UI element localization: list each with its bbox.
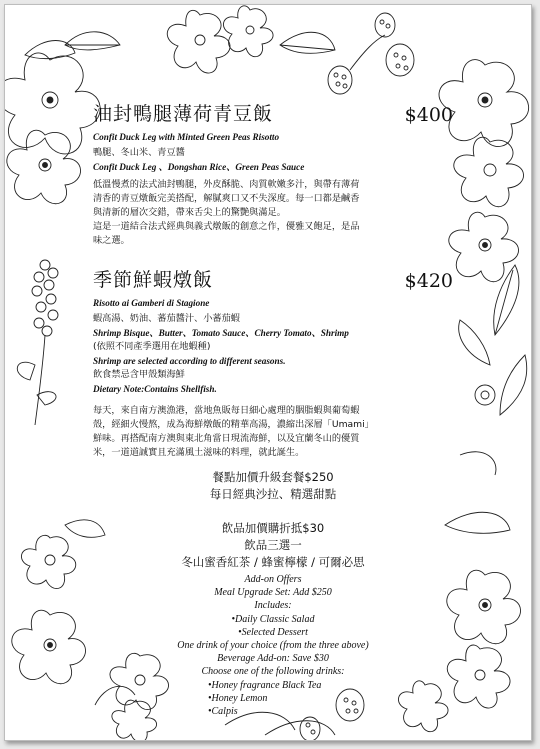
drink-addon xyxy=(93,520,453,571)
dish-2-title: 季節鮮蝦燉飯 xyxy=(93,269,214,291)
addon-dessert: •Selected Dessert xyxy=(238,626,308,638)
addon-beverage: Beverage Add-on: Save $30 xyxy=(217,653,329,665)
dish-1-ingredients-en: Confit Duck Leg 、Dongshan Rice、Green Peas Sauce xyxy=(93,162,305,172)
flower-bottom-right xyxy=(447,570,521,644)
desc-line: 殼，經細火慢熬，成為海鮮燉飯的精華高湯，濃縮出深層「Umami」 xyxy=(93,419,374,430)
dish-2-note-zh: (依照不同產季選用在地蝦種) xyxy=(93,341,211,352)
flower-top-left xyxy=(5,53,100,154)
dish-2-ingredients-en: Shrimp Bisque、Butter、Tomato Sauce、Cherry Tomato、Shrimp xyxy=(93,328,349,338)
desc-line: 米，一道道誠實且充滿風土滋味的料理，就此誕生。 xyxy=(93,447,305,458)
flower-left-2 xyxy=(7,130,81,204)
addon-choose-drinks: Choose one of the following drinks: xyxy=(201,666,345,678)
dish-1-ingredients-zh: 鴨腿、冬山米、青豆醬 xyxy=(93,147,185,158)
desc-line: 清香的青豆燉飯完美搭配，解膩爽口又不失深度。每一口都是鹹香 xyxy=(93,193,360,204)
dish-2-price: $420 xyxy=(404,270,453,292)
flower-top-center xyxy=(167,10,230,73)
addon-drink-item: •Honey Lemon xyxy=(208,692,268,704)
set-upgrade-line: 餐點加價升級套餐$250 xyxy=(212,470,334,484)
dish-2-ingredients-zh: 蝦高湯、奶油、蕃茄醬汁、小蕃茄蝦 xyxy=(93,313,240,324)
dish-2-diet-en: Dietary Note:Contains Shellfish. xyxy=(93,384,217,394)
menu-page xyxy=(4,4,532,741)
english-addon-block xyxy=(93,573,453,718)
drink-choose-line: 飲品三選一 xyxy=(244,538,302,552)
drink-options-line: 冬山蜜香紅茶 / 蜂蜜檸檬 / 可爾必思 xyxy=(181,555,365,569)
menu-content xyxy=(93,99,453,718)
flower-bottom-left-2 xyxy=(21,535,75,588)
dish-2-header xyxy=(93,265,453,292)
leaves-top-left xyxy=(25,32,120,59)
addon-heading: Add-on Offers xyxy=(244,574,302,585)
dish-1-price: $400 xyxy=(404,104,453,126)
desc-line: 味之選。 xyxy=(93,235,130,246)
flower-bottom-left xyxy=(12,610,86,684)
lilac-left xyxy=(17,260,58,425)
dish-2-diet-zh: 飲食禁忌含甲殼類海鮮 xyxy=(93,369,185,380)
desc-line: 低溫慢煮的法式油封鴨腿，外皮酥脆、肉質軟嫩多汁，與帶有薄荷 xyxy=(93,179,360,190)
dish-2-title-en: Risotto ai Gamberi di Stagione xyxy=(93,298,210,308)
flower-bottom-right-2 xyxy=(447,645,510,708)
flower-top-center-2 xyxy=(223,6,273,57)
leaves-right xyxy=(459,265,527,415)
flower-right-3 xyxy=(449,212,519,282)
dish-1-title: 油封鴨腿薄荷青豆飯 xyxy=(93,103,274,125)
addon-drink-item: •Honey fragrance Black Tea xyxy=(208,679,322,691)
set-upgrade-includes: 每日經典沙拉、精選甜點 xyxy=(209,487,337,501)
desc-line: 與清新的層次交錯，帶來舌尖上的驚艷與滿足。 xyxy=(93,207,286,218)
leaves-bottom-right xyxy=(445,452,510,534)
dish-2-description xyxy=(93,404,453,460)
addon-includes: Includes: xyxy=(254,600,292,612)
addon-drink-list xyxy=(208,679,453,719)
flower-right-2 xyxy=(454,137,524,207)
dish-2-note-en: Shrimp are selected according to different seasons. xyxy=(93,356,286,366)
leaf-top-center xyxy=(280,32,335,53)
desc-line: 這是一道結合法式經典與義式燉飯的創意之作，優雅又飽足，是品 xyxy=(93,221,360,232)
berries-top xyxy=(328,13,414,94)
dish-1-description xyxy=(93,178,453,248)
addon-drink-item: •Calpis xyxy=(208,706,238,718)
drink-addon-line: 飲品加價購折抵$30 xyxy=(221,521,325,535)
addon-salad: •Daily Classic Salad xyxy=(231,613,315,625)
desc-line: 每天，來自南方澳漁港，當地魚販每日細心處理的胭脂蝦與葡萄蝦 xyxy=(93,405,360,416)
addon-meal-upgrade: Meal Upgrade Set: Add $250 xyxy=(214,587,332,599)
dish-1-header xyxy=(93,99,453,126)
addon-drink-choice: One drink of your choice (from the three above) xyxy=(177,640,369,652)
set-upgrade xyxy=(93,469,453,503)
desc-line: 鮮味。再搭配南方澳與東北角當日現流海鮮，以及宜蘭冬山的優質 xyxy=(93,433,360,444)
dish-1-title-en: Confit Duck Leg with Minted Green Peas Risotto xyxy=(93,132,280,142)
